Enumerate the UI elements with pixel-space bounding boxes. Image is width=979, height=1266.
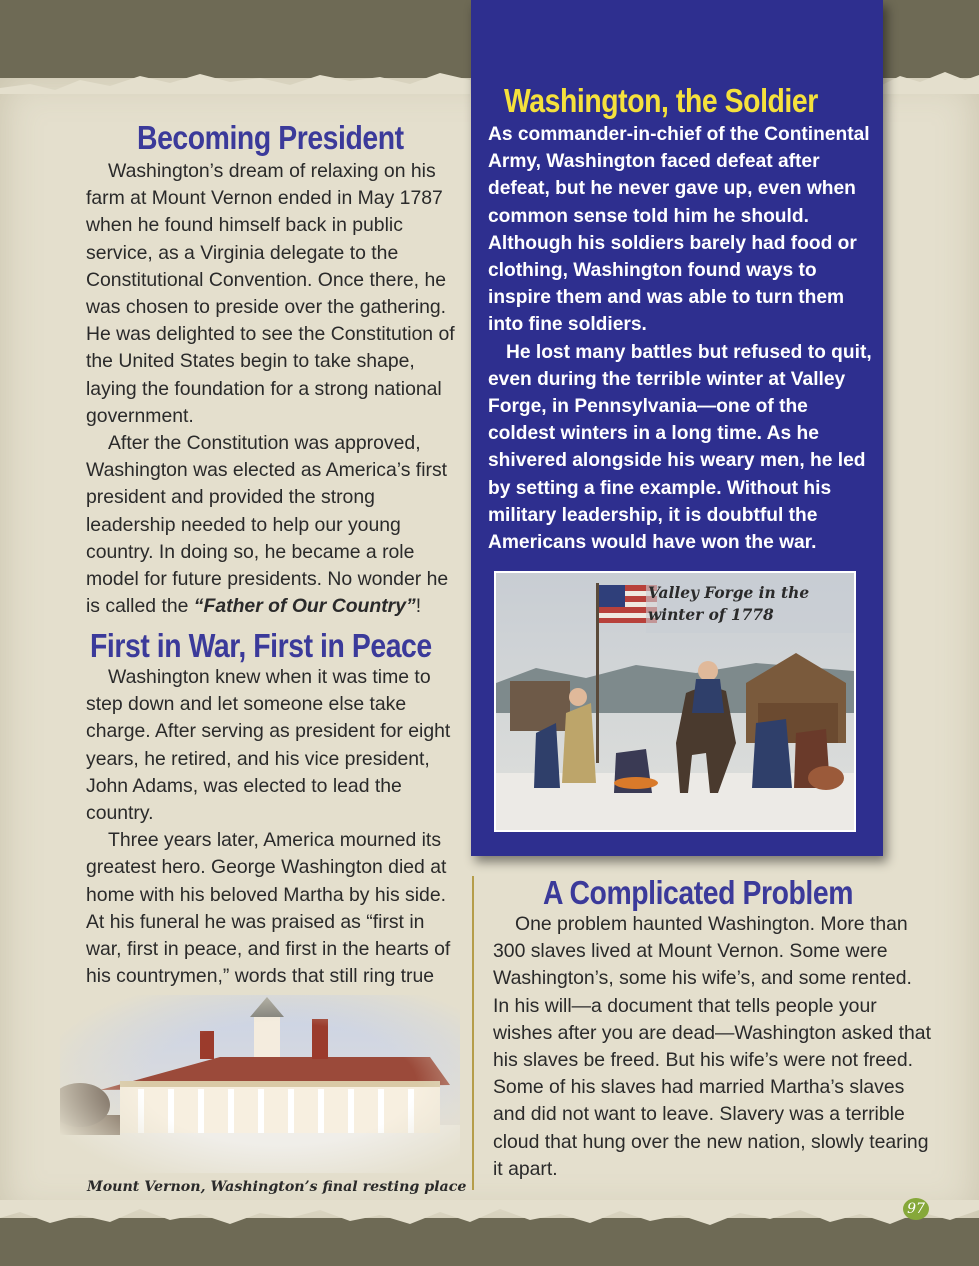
first-in-war-text <box>86 664 458 1018</box>
becoming-president-paragraph-1: Washington’s dream of relaxing on his farm at Mount Vernon ended in May 1787 when he found himself back in public service, as a Virginia delegate to the Constitutional Convention. Once there, he was chosen to preside over the gathering. He was delighted to see the Constitution of the United States begin to take shape, laying the foundation for a strong national government. <box>86 160 455 427</box>
becoming-president-heading: Becoming President <box>137 119 404 156</box>
father-of-our-country-emphasis: “Father of Our Country” <box>193 595 416 618</box>
valley-forge-caption-line-2: winter of 1778 <box>648 605 774 624</box>
complicated-problem-text <box>493 911 931 1183</box>
soldier-text <box>488 121 874 556</box>
torn-paper-bottom-edge <box>0 1200 979 1230</box>
valley-forge-caption-line-1: Valley Forge in the <box>648 584 810 602</box>
first-in-war-heading: First in War, First in Peace <box>90 627 432 664</box>
complicated-problem-heading: A Complicated Problem <box>543 874 854 911</box>
mount-vernon-illustration <box>60 995 460 1173</box>
becoming-president-paragraph-2 <box>86 430 464 620</box>
first-in-war-paragraph-2: Three years later, America mourned its greatest hero. George Washington died at home with his beloved Martha by his side. At his funeral he was praised as “first in war, first in peace, and first in the hearts of his countrymen,” words that still ring true <box>86 829 451 988</box>
becoming-president-paragraph-2-end: ! <box>415 595 422 618</box>
page-number: 97 <box>903 1198 929 1220</box>
becoming-president-text <box>86 158 464 620</box>
mount-vernon-photo <box>60 995 460 1173</box>
soldier-paragraph-1: As commander-in-chief of the Continental Army, Washington faced defeat after defeat, but he never gave up, even when common sense told him he should. Although his soldiers barely had food or clothing, Washington found ways to inspire them and was able to turn them into fine soldiers. <box>488 124 870 336</box>
soldier-heading: Washington, the Soldier <box>504 82 818 119</box>
valley-forge-caption <box>648 583 848 626</box>
becoming-president-paragraph-2-text: After the Constitution was approved, Washington was elected as America’s first president and provided the strong leadership needed to help our young country. In doing so, he became a role model for future presidents. No wonder he is called the <box>86 432 449 618</box>
first-in-war-paragraph-1: Washington knew when it was time to step down and let someone else take charge. After serving as president for eight years, he retired, and his vice president, John Adams, was elected to lead the country. <box>86 666 451 825</box>
complicated-problem-paragraph: One problem haunted Washington. More than 300 slaves lived at Mount Vernon. Some were Washington’s, some his wife’s, and some rented. In his will—a document that tells people your wishes after you are dead—Washington asked that his slaves be freed. But his wife’s were not freed. Some of his slaves had married Martha’s slaves and did not want to leave. Slavery was a terrible cloud that hung over the new nation, slowly tearing it apart. <box>493 913 931 1180</box>
column-divider <box>472 876 474 1190</box>
mount-vernon-caption: Mount Vernon, Washington’s final resting place <box>87 1179 467 1195</box>
soldier-paragraph-2: He lost many battles but refused to quit, even during the terrible winter at Valley Forge, in Pennsylvania—one of the coldest winters in a long time. As he shivered alongside his weary men, he led by setting a fine example. Without his military leadership, it is doubtful the Americans would have won the war. <box>488 341 872 554</box>
